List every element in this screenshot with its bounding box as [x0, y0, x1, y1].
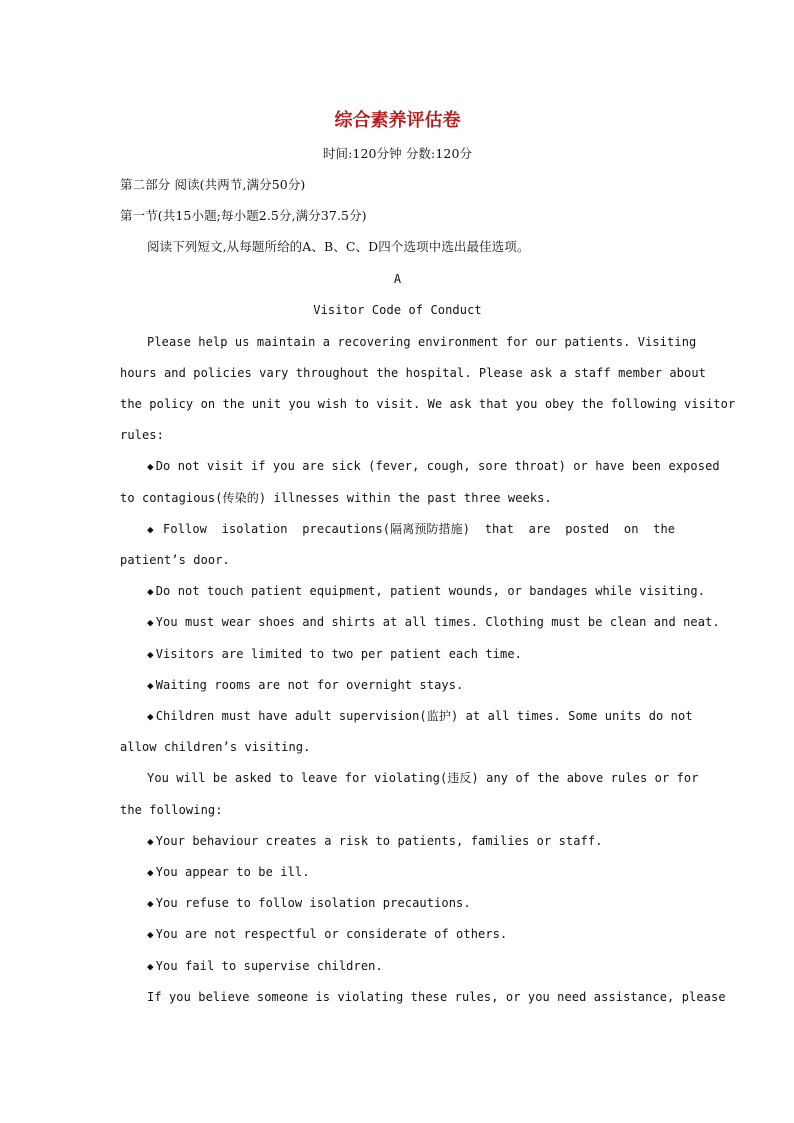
leave-intro-line: the following:	[120, 803, 223, 817]
rule-text: Do not visit if you are sick (fever, cough, sore throat) or have been exposed	[155, 459, 720, 473]
rule-text-continued: to contagious(传染的) illnesses within the past three weeks.	[120, 491, 552, 505]
rule-item	[120, 676, 675, 695]
diamond-bullet-icon: ◆	[147, 866, 154, 879]
rule-item	[120, 457, 720, 476]
rule-text: Do not touch patient equipment, patient wounds, or bandages while visiting.	[155, 584, 706, 598]
leave-reason-text: You appear to be ill.	[155, 865, 310, 879]
passage-title: Visitor Code of Conduct	[313, 303, 482, 317]
rule-text: Follow isolation precautions(隔离预防措施) that are posted on the	[155, 522, 676, 536]
leave-reason-item	[120, 863, 675, 882]
closing-line: If you believe someone is violating these rules, or you need assistance, please	[147, 990, 726, 1004]
leave-reason-item	[120, 925, 675, 944]
instruction-text: 阅读下列短文,从每题所给的A、B、C、D四个选项中选出最佳选项。	[147, 239, 530, 254]
rule-item	[120, 520, 675, 539]
leave-reason-item	[120, 894, 675, 913]
leave-reason-text: You are not respectful or considerate of others.	[155, 927, 508, 941]
part-heading: 第二部分 阅读(共两节,满分50分)	[120, 177, 306, 192]
intro-line: the policy on the unit you wish to visit. We ask that you obey the following visitor	[120, 397, 736, 411]
intro-line: hours and policies vary throughout the hospital. Please ask a staff member about	[120, 366, 706, 380]
diamond-bullet-icon: ◆	[147, 616, 154, 629]
page-title: 综合素养评估卷	[334, 110, 461, 131]
rule-item	[120, 645, 675, 664]
rule-item	[120, 613, 720, 632]
rule-text-continued: allow children’s visiting.	[120, 740, 311, 754]
rule-text: Waiting rooms are not for overnight stays.	[155, 678, 464, 692]
time-score-line: 时间:120分钟 分数:120分	[322, 146, 473, 161]
leave-reason-text: You refuse to follow isolation precautions.	[155, 896, 471, 910]
diamond-bullet-icon: ◆	[147, 897, 154, 910]
intro-line: Please help us maintain a recovering environment for our patients. Visiting	[147, 335, 697, 349]
rule-text: Children must have adult supervision(监护) at all times. Some units do not	[155, 709, 693, 723]
leave-reason-item	[120, 957, 675, 976]
leave-reason-text: Your behaviour creates a risk to patients, families or staff.	[155, 834, 603, 848]
intro-line: rules:	[120, 428, 164, 442]
leave-reason-item	[120, 832, 675, 851]
leave-intro-line: You will be asked to leave for violating(违反) any of the above rules or for	[147, 771, 699, 785]
rule-text: Visitors are limited to two per patient each time.	[155, 647, 522, 661]
leave-reason-text: You fail to supervise children.	[155, 959, 383, 973]
diamond-bullet-icon: ◆	[147, 928, 154, 941]
diamond-bullet-icon: ◆	[147, 585, 154, 598]
diamond-bullet-icon: ◆	[147, 710, 154, 723]
subsection-heading: 第一节(共15小题;每小题2.5分,满分37.5分)	[120, 208, 367, 223]
diamond-bullet-icon: ◆	[147, 960, 154, 973]
rule-text: You must wear shoes and shirts at all times. Clothing must be clean and neat.	[155, 615, 720, 629]
diamond-bullet-icon: ◆	[147, 648, 154, 661]
diamond-bullet-icon: ◆	[147, 460, 154, 473]
passage-label: A	[393, 272, 402, 286]
diamond-bullet-icon: ◆	[147, 835, 154, 848]
diamond-bullet-icon: ◆	[147, 523, 154, 536]
diamond-bullet-icon: ◆	[147, 679, 154, 692]
rule-item	[120, 707, 693, 726]
rule-item	[120, 582, 706, 601]
rule-text-continued: patient’s door.	[120, 553, 230, 567]
